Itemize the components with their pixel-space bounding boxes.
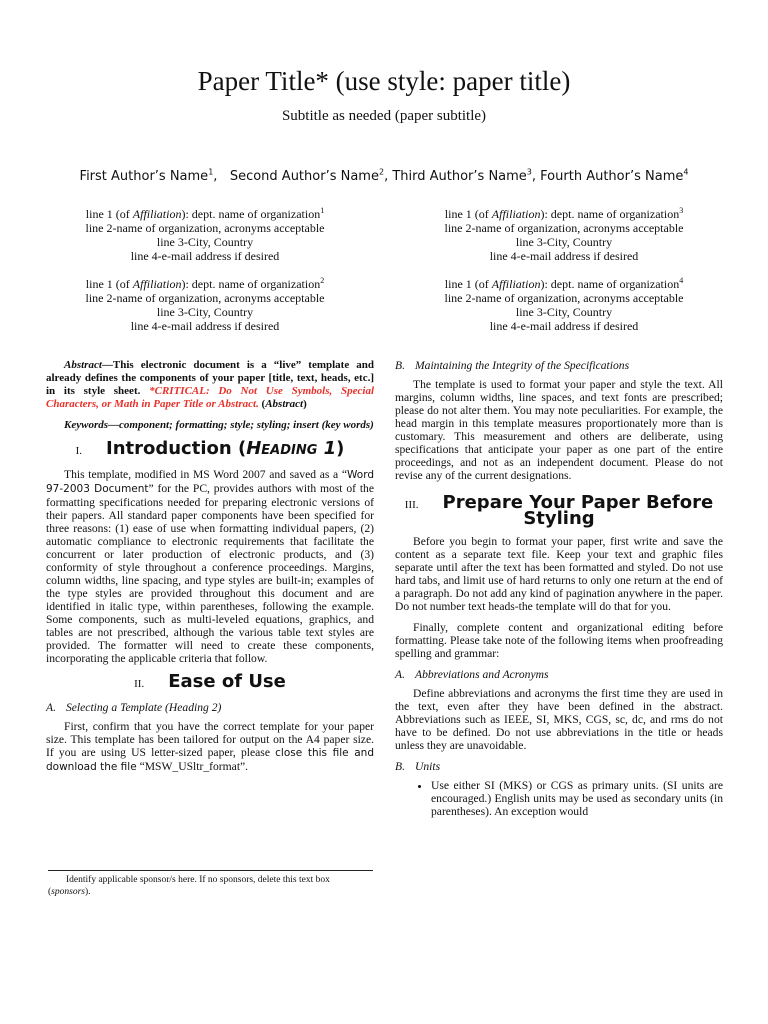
- affiliation-3: line 1 (of Affiliation): dept. name of organization$^3$ line 2-name of organization, acronyms acceptable line 3-City, Country line 4-e-mail address if desired: [444, 206, 684, 263]
- integrity-paragraph: The template is used to format your paper and style the text. All margins, column widths, line spaces, and text fonts are prescribed; please do not alter them. You may note peculiarities. For example, the head margin in this template measures proportionately more than is customary. This measurement and others are deliberate, using specifications that anticipate your paper as one part of the entire proceedings, and not as an independent document. Please do not revise any of the current designations.: [395, 378, 723, 482]
- section-heading-introduction: I. Introduction (Heading 1): [75, 438, 345, 459]
- left-column: [46, 359, 374, 782]
- abbreviations-paragraph: Define abbreviations and acronyms the first time they are used in the text, even after they have been defined in the abstract. Abbreviations such as IEEE, SI, MKS, CGS, sc, dc, and rms do not have to be defined. Do not use abbreviations in the title or heads unless they are unavoidable.: [395, 687, 723, 752]
- prepare-paragraph-1: Before you begin to format your paper, first write and save the content as a separate text file. Keep your text and graphic files separate until after the text has been formatted and styled. Do not use hard tabs, and limit use of hard returns to only one return at the end of a paragraph. Do not add any kind of pagination anywhere in the paper. Do not number text heads-the template will do that for you.: [395, 535, 723, 613]
- author-1: First Author’s Name$^1$,: [79, 168, 218, 185]
- affiliation-1: line 1 (of Affiliation): dept. name of organization$^1$ line 2-name of organization, acronyms acceptable line 3-City, Country line 4-e-mail address if desired: [85, 206, 325, 263]
- keywords: Keywords—component; formatting; style; styling; insert (key words): [64, 419, 374, 431]
- subsection-heading-integrity: B. Maintaining the Integrity of the Specifications: [395, 359, 630, 372]
- abstract-critical-note: *CRITICAL: Do Not Use Symbols, Special Characters, or Math in Paper Title or Abstract.: [46, 385, 375, 410]
- sponsor-footnote: Identify applicable sponsor/s here. If no sponsors, delete this text box (sponsors).: [48, 875, 330, 897]
- units-list: [395, 779, 723, 818]
- author-3: Third Author’s Name$^3$,: [392, 168, 537, 185]
- affiliation-2: line 1 (of Affiliation): dept. name of organization$^2$ line 2-name of organization, acronyms acceptable line 3-City, Country line 4-e-mail address if desired: [85, 276, 325, 333]
- footnote-divider: [48, 870, 373, 871]
- subsection-heading-units: B. Units: [395, 760, 441, 773]
- introduction-paragraph: This template, modified in MS Word 2007 and saved as a “Word 97-2003 Document” for the PC, provides authors with most of the formatting specifications needed for preparing electronic versions of their papers. All standard paper components have been specified for three reasons: (1) ease of use when formatting individual papers, (2) automatic compliance to electronic requirements that facilitate the concurrent or later production of electronic products, and (3) conformity of style throughout a conference proceedings. Margins, column widths, line spacing, and type styles are built-in; examples of the type styles are provided throughout this document and are identified in italic type, within parentheses, following the example. Some components, such as multi-leveled equations, graphics, and tables are not prescribed, although the various table text styles are provided. The formatter will need to create these components, incorporating the applicable criteria that follow.: [46, 468, 374, 665]
- affiliation-4: line 1 (of Affiliation): dept. name of organization$^4$ line 2-name of organization, acronyms acceptable line 3-City, Country line 4-e-mail address if desired: [444, 276, 684, 333]
- author-2: Second Author’s Name$^2$,: [229, 168, 389, 185]
- section-heading-ease-of-use: II. Ease of Use: [134, 671, 286, 692]
- abstract: Abstract—This electronic document is a “live” template and already defines the components of your paper [title, text, heads, etc.] in its style sheet. *CRITICAL: Do Not Use Symbols, Special Characters, or Math in Paper Title or Abstract. (Abstract): [46, 359, 375, 410]
- selecting-template-paragraph: First, confirm that you have the correct template for your paper size. This template has been tailored for output on the A4 paper size. If you are using US letter-sized paper, please close this file and download the file “MSW_USltr_format”.: [46, 720, 374, 773]
- paper-title: Paper Title* (use style: paper title): [197, 66, 571, 96]
- list-item: • Use either SI (MKS) or CGS as primary units. (SI units are encouraged.) English units may be used as secondary units (in parentheses). An exception would: [431, 779, 723, 818]
- author-list: [0, 168, 768, 184]
- right-column: [395, 359, 723, 818]
- paper-subtitle: Subtitle as needed (paper subtitle): [281, 108, 487, 124]
- subsection-heading-abbreviations: A. Abbreviations and Acronyms: [395, 668, 549, 681]
- section-heading-prepare: III. Prepare Your Paper Before Styling: [404, 492, 714, 529]
- prepare-paragraph-2: Finally, complete content and organizational editing before formatting. Please take note of the following items when proofreading spelling and grammar:: [395, 621, 723, 660]
- author-4: Fourth Author’s Name$^4$: [540, 168, 689, 185]
- subsection-heading-selecting-template: A. Selecting a Template (Heading 2): [46, 701, 222, 714]
